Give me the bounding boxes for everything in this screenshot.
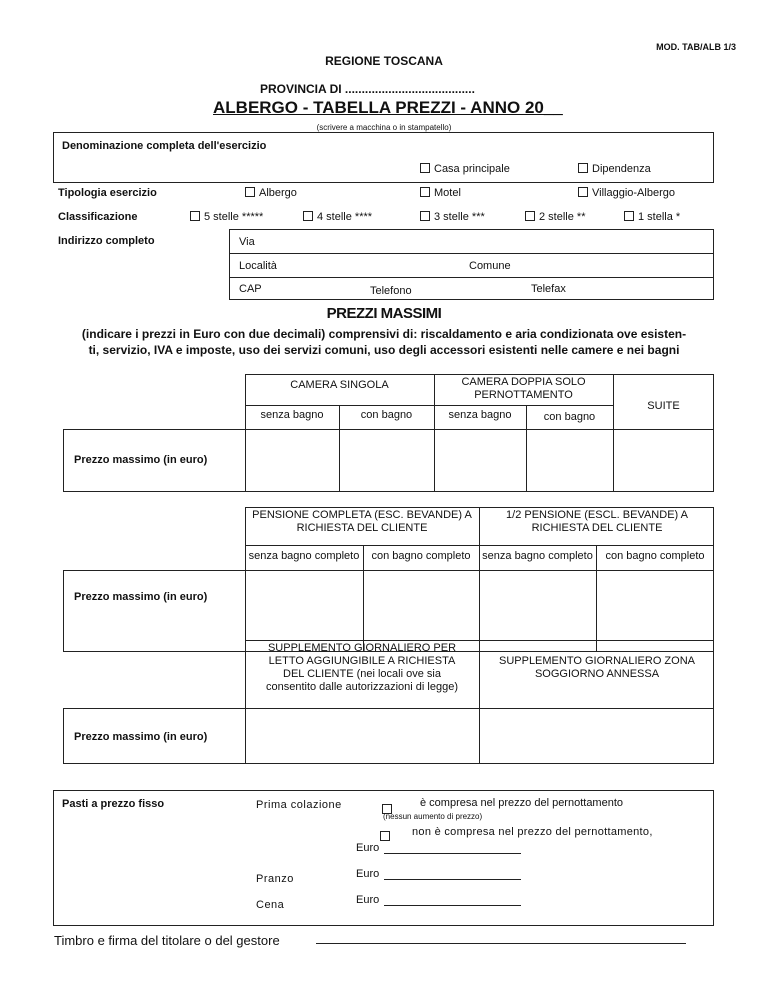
- indirizzo-label: Indirizzo completo: [58, 235, 155, 247]
- telefax-label: Telefax: [531, 283, 566, 295]
- cena-euro-field[interactable]: [384, 905, 521, 906]
- stelle2-label: 2 stelle **: [539, 211, 586, 223]
- checkbox-icon[interactable]: [245, 187, 255, 197]
- checkbox-icon[interactable]: [578, 187, 588, 197]
- checkbox-icon[interactable]: [190, 211, 200, 221]
- prezzi-subtitle-2: ti, servizio, IVA e imposte, uso dei servizi comuni, uso degli accessori esistenti nelle camere e nei bagni: [88, 343, 680, 357]
- divider: [479, 640, 480, 764]
- stelle5-option[interactable]: [190, 211, 263, 223]
- singola-con-bagno: con bagno: [360, 409, 413, 421]
- casa-principale-option[interactable]: [420, 163, 510, 175]
- checkbox-icon[interactable]: [525, 211, 535, 221]
- localita-label: Località: [239, 260, 277, 272]
- region-title: REGIONE TOSCANA: [325, 54, 443, 68]
- colazione-non-compresa-checkbox[interactable]: [380, 827, 394, 845]
- divider: [229, 277, 714, 278]
- prezzi-title: PREZZI MASSIMI: [326, 305, 442, 322]
- prezzo-massimo-text: Prezzo massimo (in euro): [74, 731, 208, 743]
- checkbox-icon[interactable]: [420, 187, 430, 197]
- stelle3-label: 3 stelle ***: [434, 211, 485, 223]
- writing-note: (scrivere a macchina o in stampatello): [316, 123, 452, 132]
- divider: [479, 507, 480, 652]
- compresa-text: è compresa nel prezzo del pernottamento: [420, 797, 624, 809]
- timbro-label: Timbro e firma del titolare o del gestore: [54, 933, 280, 948]
- non-compresa-text: non è compresa nel prezzo del pernottamento,: [412, 826, 653, 838]
- denominazione-label: Denominazione completa dell'esercizio: [62, 140, 267, 152]
- prezzo-massimo-text: Prezzo massimo (in euro): [74, 454, 208, 466]
- euro-label: Euro: [356, 894, 380, 906]
- colazione-label: Prima colazione: [256, 799, 342, 811]
- euro-label: Euro: [356, 868, 380, 880]
- provincia-field[interactable]: PROVINCIA DI .......................................: [260, 82, 475, 96]
- colazione-euro-field[interactable]: [384, 853, 521, 854]
- via-label: Via: [239, 236, 255, 248]
- dipendenza-label: Dipendenza: [592, 163, 651, 175]
- doppia-con-bagno: con bagno: [543, 411, 596, 423]
- camera-doppia-header: CAMERA DOPPIA SOLO PERNOTTAMENTO: [461, 376, 586, 401]
- prezzo-massimo-text: Prezzo massimo (in euro): [74, 591, 208, 603]
- divider: [245, 545, 714, 546]
- doppia-senza-bagno: senza bagno: [448, 409, 512, 421]
- mp-con-bagno-completo: con bagno completo: [605, 550, 705, 562]
- signature-field[interactable]: [316, 943, 686, 944]
- pensione-completa-header: PENSIONE COMPLETA (ESC. BEVANDE) A RICHIESTA DEL CLIENTE: [252, 509, 472, 534]
- pc-con-bagno-completo: con bagno completo: [371, 550, 471, 562]
- albergo-label: Albergo: [259, 187, 297, 199]
- villaggio-label: Villaggio-Albergo: [592, 187, 675, 199]
- tipologia-label: Tipologia esercizio: [58, 187, 157, 199]
- prezzi-subtitle-1: (indicare i prezzi in Euro con due decimali) comprensivi di: riscaldamento e aria condizionata ove esisten-: [81, 327, 687, 341]
- divider: [229, 253, 714, 254]
- casa-principale-label: Casa principale: [434, 163, 510, 175]
- stelle4-label: 4 stelle ****: [317, 211, 373, 223]
- motel-option[interactable]: [420, 187, 461, 199]
- euro-label: Euro: [356, 842, 380, 854]
- checkbox-icon[interactable]: [420, 211, 430, 221]
- comune-label: Comune: [469, 260, 511, 272]
- supplemento-soggiorno-header: SUPPLEMENTO GIORNALIERO ZONA SOGGIORNO ANNESSA: [498, 655, 695, 680]
- stelle1-option[interactable]: [624, 211, 680, 223]
- divider: [613, 374, 614, 492]
- stelle2-option[interactable]: [525, 211, 585, 223]
- prezzo-massimo-label: [74, 731, 207, 743]
- supplemento-letto-header: SUPPLEMENTO GIORNALIERO PER LETTO AGGIUNGIBILE A RICHIESTA DEL CLIENTE (nei locali ove sia consentito dalle autorizzazioni di legge): [265, 642, 458, 693]
- villaggio-option[interactable]: [578, 187, 675, 199]
- checkbox-icon[interactable]: [624, 211, 634, 221]
- stelle3-option[interactable]: [420, 211, 485, 223]
- prezzo-massimo-label: [74, 591, 207, 603]
- stelle1-label: 1 stella *: [638, 211, 681, 223]
- checkbox-icon[interactable]: [420, 163, 430, 173]
- mp-senza-bagno-completo: senza bagno completo: [482, 550, 593, 562]
- prezzo-massimo-label: [74, 454, 207, 466]
- motel-label: Motel: [434, 187, 461, 199]
- checkbox-icon[interactable]: [578, 163, 588, 173]
- checkbox-icon[interactable]: [303, 211, 313, 221]
- dipendenza-option[interactable]: [578, 163, 651, 175]
- divider: [245, 405, 613, 406]
- telefono-label: Telefono: [370, 285, 412, 297]
- suite-header: SUITE: [647, 400, 680, 412]
- camera-singola-header: CAMERA SINGOLA: [290, 379, 389, 391]
- pasti-label: Pasti a prezzo fisso: [62, 798, 165, 810]
- pranzo-euro-field[interactable]: [384, 879, 521, 880]
- pranzo-label: Pranzo: [256, 873, 294, 885]
- stelle4-option[interactable]: [303, 211, 372, 223]
- singola-senza-bagno: senza bagno: [260, 409, 324, 421]
- form-code: MOD. TAB/ALB 1/3: [656, 42, 736, 52]
- checkbox-icon[interactable]: [380, 831, 390, 841]
- albergo-option[interactable]: [245, 187, 297, 199]
- stelle5-label: 5 stelle *****: [204, 211, 264, 223]
- pc-senza-bagno-completo: senza bagno completo: [248, 550, 360, 562]
- cap-label: CAP: [239, 283, 262, 295]
- nessun-aumento-note: (nessun aumento di prezzo): [383, 812, 483, 821]
- mezza-pensione-header: 1/2 PENSIONE (ESCL. BEVANDE) A RICHIESTA DEL CLIENTE: [506, 509, 688, 534]
- cena-label: Cena: [256, 899, 285, 911]
- page-title: ALBERGO - TABELLA PREZZI - ANNO 20__: [213, 98, 563, 117]
- classificazione-label: Classificazione: [58, 211, 138, 223]
